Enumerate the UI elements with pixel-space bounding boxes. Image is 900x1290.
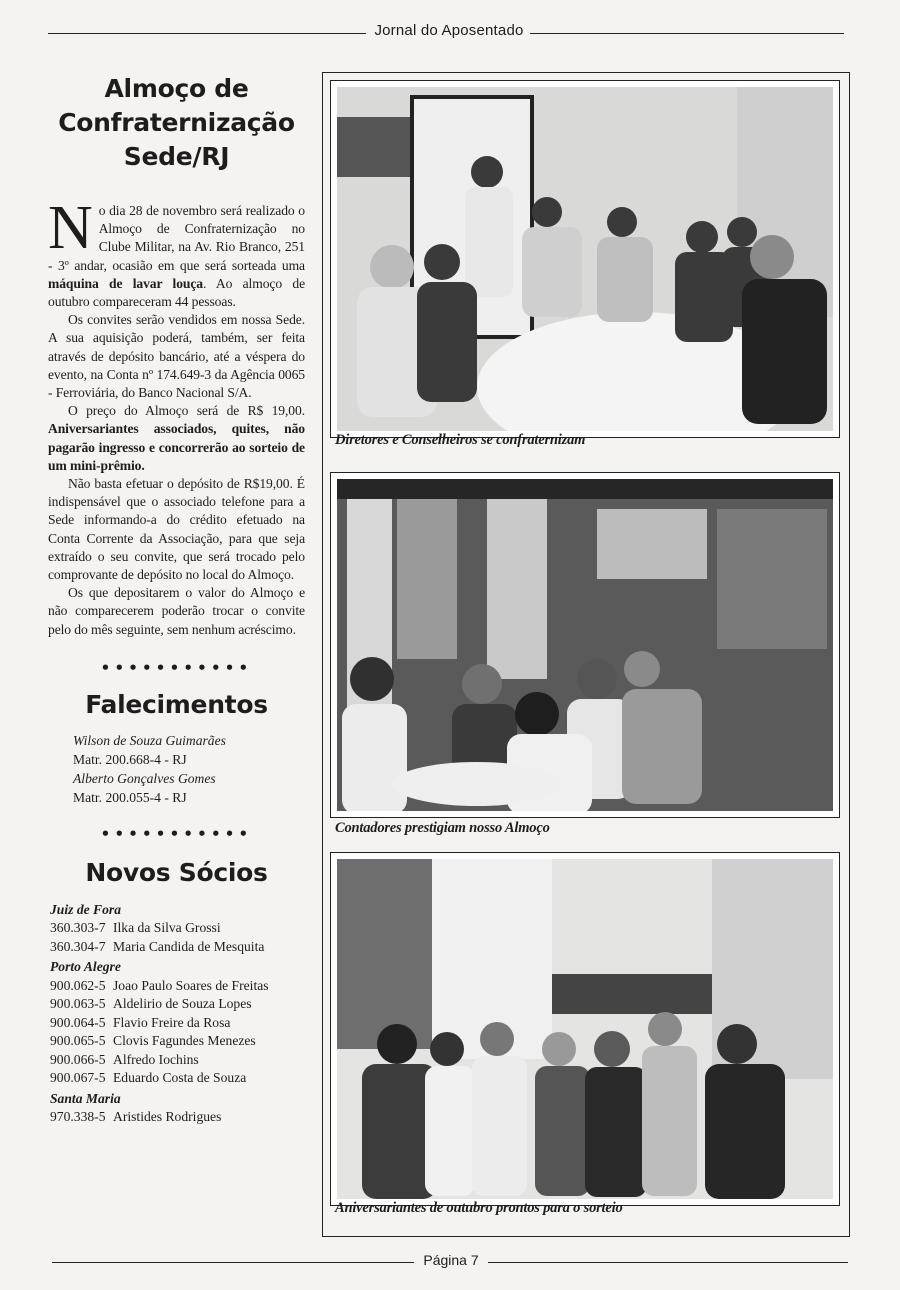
city-heading: Juiz de Fora <box>50 901 122 917</box>
article-paragraph-3 <box>48 402 305 475</box>
footer-rule-left <box>52 1262 414 1263</box>
member-row <box>50 1032 305 1051</box>
new-members-title: Novos Sócios <box>85 857 268 887</box>
p1-text-a: o dia 28 de novembro será realizado o Almoço de Confraternização no Clube Militar, na Av. Rio Branco, 251 - 3º andar, ocasião em que será sorteada uma <box>48 203 305 273</box>
section-separator-2: ••••••••••• <box>100 824 253 843</box>
member-name: Aldelirio de Souza Lopes <box>113 996 252 1012</box>
header-rule-left <box>48 33 366 34</box>
member-name: Eduardo Costa de Souza <box>113 1070 247 1086</box>
photo-2-caption: Contadores prestigiam nosso Almoço <box>335 820 550 836</box>
photo-directors <box>337 87 833 431</box>
member-row <box>50 995 305 1014</box>
member-name: Joao Paulo Soares de Freitas <box>113 977 269 993</box>
member-name: Maria Candida de Mesquita <box>113 938 265 954</box>
obituary-name: Wilson de Souza Guimarães <box>73 732 226 748</box>
article-title-line-2: Confraternização <box>58 108 295 137</box>
article-paragraph-5: Os que depositarem o valor do Almoço e não comparecerem poderão trocar o convite pelo do mês seguinte, sem nenhum acréscimo. <box>48 585 305 637</box>
obituary-matr: Matr. 200.055-4 - RJ <box>73 789 187 805</box>
member-code: 970.338-5 <box>50 1109 106 1125</box>
member-row <box>50 1014 305 1033</box>
member-row <box>50 1108 305 1127</box>
member-name: Alfredo Iochins <box>113 1051 199 1067</box>
member-row <box>50 1069 305 1088</box>
photo-birthday-illustration <box>337 859 833 1199</box>
member-row <box>50 977 305 996</box>
left-column <box>48 72 305 1127</box>
member-name: Aristides Rodrigues <box>113 1109 222 1125</box>
p1-bold: máquina de lavar louça <box>48 275 203 291</box>
photo-1-frame <box>330 80 840 438</box>
header-rule-right <box>530 33 844 34</box>
photo-2-frame <box>330 472 840 818</box>
drop-cap: N <box>48 194 93 262</box>
member-row <box>50 1051 305 1070</box>
article-body <box>48 194 306 639</box>
member-code: 900.064-5 <box>50 1014 106 1030</box>
obituary-name: Alberto Gonçalves Gomes <box>73 770 216 786</box>
p3-bold: Aniversariantes associados, quites, não pagarão ingresso e concorrerão ao sorteio de um mini-prêmio. <box>48 421 305 473</box>
article-title <box>48 72 305 174</box>
member-code: 900.062-5 <box>50 977 106 993</box>
member-row <box>50 938 305 957</box>
photo-directors-illustration <box>337 87 833 431</box>
member-code: 900.066-5 <box>50 1051 106 1067</box>
article-title-line-1: Almoço de <box>104 74 249 103</box>
photo-accountants-illustration <box>337 479 833 811</box>
city-heading: Porto Alegre <box>50 959 121 975</box>
obituary-item <box>73 769 305 807</box>
city-heading: Santa Maria <box>50 1090 121 1106</box>
obituary-matr: Matr. 200.668-4 - RJ <box>73 751 187 767</box>
member-code: 900.063-5 <box>50 996 106 1012</box>
member-code: 360.303-7 <box>50 920 106 936</box>
article-paragraph-1 <box>48 194 306 311</box>
member-name: Ilka da Silva Grossi <box>113 920 221 936</box>
obituary-item <box>73 731 305 769</box>
obituaries-list <box>73 731 305 807</box>
article-title-line-3: Sede/RJ <box>123 142 230 171</box>
photo-birthday <box>337 859 833 1199</box>
member-code: 900.067-5 <box>50 1070 106 1086</box>
article-paragraph-2: Os convites serão vendidos em nossa Sede. A sua aquisição poderá, também, ser feita através de depósito bancário, até a véspera do evento, na Conta nº 174.649-3 da Agência 0065 - Ferroviária, do Banco Nacional S/A. <box>48 312 305 401</box>
photo-accountants <box>337 479 833 811</box>
page-number: Página 7 <box>423 1252 479 1268</box>
new-members-list <box>50 901 305 1127</box>
photo-3-caption: Aniversariantes de outubro prontos para o sorteio <box>335 1200 623 1216</box>
member-name: Flavio Freire da Rosa <box>113 1014 231 1030</box>
member-code: 360.304-7 <box>50 938 106 954</box>
newspaper-title: Jornal do Aposentado <box>374 22 524 39</box>
p3-text: O preço do Almoço será de R$ 19,00. <box>68 403 305 419</box>
section-separator-1: ••••••••••• <box>100 658 253 677</box>
obituaries-title: Falecimentos <box>85 689 268 719</box>
member-code: 900.065-5 <box>50 1033 106 1049</box>
member-name: Clovis Fagundes Menezes <box>113 1033 256 1049</box>
article-paragraph-4: Não basta efetuar o depósito de R$19,00. É indispensável que o associado telefone para a Sede informando-a do crédito efetuado na Conta Corrente da Associação, para que seja extraído o seu convite, que será trocado pelo comprovante de depósito no local do Almoço. <box>48 476 305 583</box>
footer-rule-right <box>488 1262 848 1263</box>
member-row <box>50 919 305 938</box>
photo-3-frame <box>330 852 840 1206</box>
p1-text-b: . Ao almoço de outubro compareceram 44 pessoas. <box>48 275 306 310</box>
photo-1-caption: Diretores e Conselheiros se confraternizam <box>335 432 586 448</box>
